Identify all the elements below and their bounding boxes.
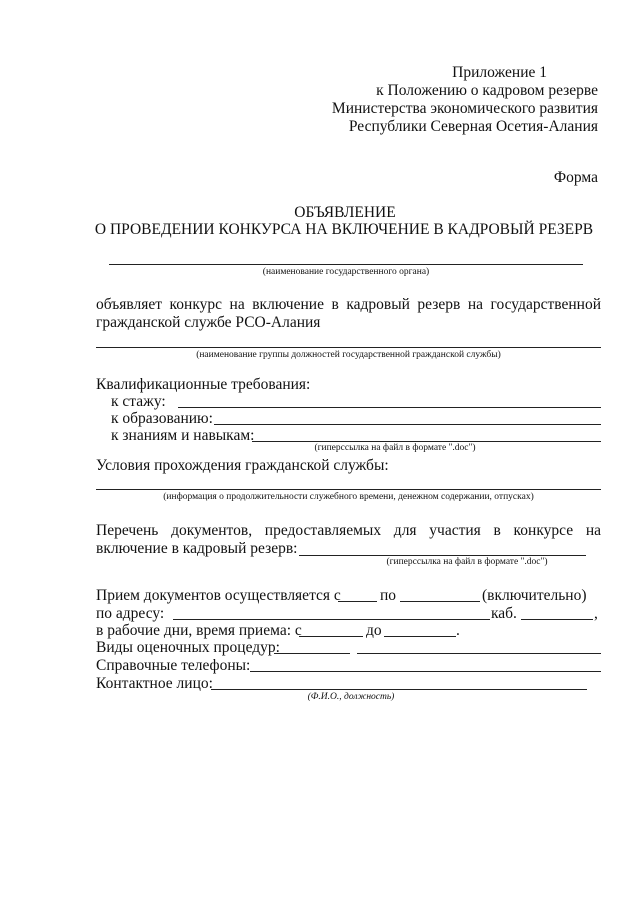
conditions-field[interactable] [96, 489, 601, 490]
documents-line-1: Перечень документов, предоставляемых для участия в конкурсе на [96, 522, 601, 539]
announce-line-2: гражданской службе РСО-Алания [96, 314, 321, 331]
address-field[interactable] [173, 619, 490, 620]
time-to-field[interactable] [384, 636, 456, 637]
room-label: каб. [491, 605, 517, 622]
documents-field[interactable] [299, 555, 586, 556]
experience-label: к стажу: [111, 393, 166, 410]
procedures-field-2[interactable] [357, 653, 601, 654]
conditions-caption: (информация о продолжительности служебного времени, денежном содержании, отпусках) [163, 492, 534, 502]
workdays-label: в рабочие дни, время приема: с [96, 622, 302, 639]
time-until-label: до [366, 622, 382, 639]
title-announcement: ОБЪЯВЛЕНИЕ [294, 204, 396, 221]
appendix-republic: Республики Северная Осетия-Алания [348, 118, 598, 135]
reception-start-label: Прием документов осуществляется с [96, 587, 341, 604]
reception-from-date[interactable] [338, 601, 377, 602]
contact-caption: (Ф.И.О., должность) [307, 692, 395, 702]
org-name-field[interactable] [109, 264, 583, 265]
position-group-field[interactable] [96, 347, 601, 348]
phones-label: Справочные телефоны: [96, 657, 251, 674]
contact-label: Контактное лицо: [96, 675, 213, 692]
conditions-heading: Условия прохождения гражданской службы: [96, 457, 389, 474]
position-group-caption: (наименование группы должностей государственной гражданской службы) [196, 350, 501, 360]
procedures-field-1[interactable] [274, 653, 350, 654]
time-period: . [456, 622, 460, 639]
qualification-heading: Квалификационные требования: [96, 376, 311, 393]
reception-by-label: по [380, 587, 397, 604]
contact-field[interactable] [211, 689, 587, 690]
documents-caption: (гиперссылка на файл в формате ".doc") [386, 557, 548, 567]
experience-field[interactable] [178, 407, 601, 408]
skills-label: к знаниям и навыкам: [111, 427, 255, 444]
announce-line-1: объявляет конкурс на включение в кадровый резерв на государственной [96, 296, 601, 313]
reception-to-date[interactable] [400, 601, 480, 602]
skills-caption: (гиперссылка на файл в формате ".doc") [314, 443, 476, 453]
education-label: к образованию: [111, 410, 213, 427]
org-name-caption: (наименование государственного органа) [262, 267, 430, 277]
documents-line-2: включение в кадровый резерв: [96, 540, 298, 557]
title-competition: О ПРОВЕДЕНИИ КОНКУРСА НА ВКЛЮЧЕНИЕ В КАДРОВЫЙ РЕЗЕРВ [94, 221, 594, 238]
room-comma: , [594, 605, 598, 622]
reception-inclusive: (включительно) [482, 587, 587, 604]
appendix-number: Приложение 1 [452, 64, 547, 81]
appendix-ministry: Министерства экономического развития [331, 100, 598, 117]
room-field[interactable] [521, 619, 593, 620]
time-from-field[interactable] [299, 636, 363, 637]
skills-field[interactable] [252, 441, 601, 442]
appendix-regulation: к Положению о кадровом резерве [376, 82, 598, 99]
procedures-label: Виды оценочных процедур: [96, 639, 280, 656]
education-field[interactable] [214, 424, 601, 425]
address-label: по адресу: [96, 605, 165, 622]
phones-field[interactable] [250, 671, 601, 672]
form-label: Форма [553, 169, 598, 186]
